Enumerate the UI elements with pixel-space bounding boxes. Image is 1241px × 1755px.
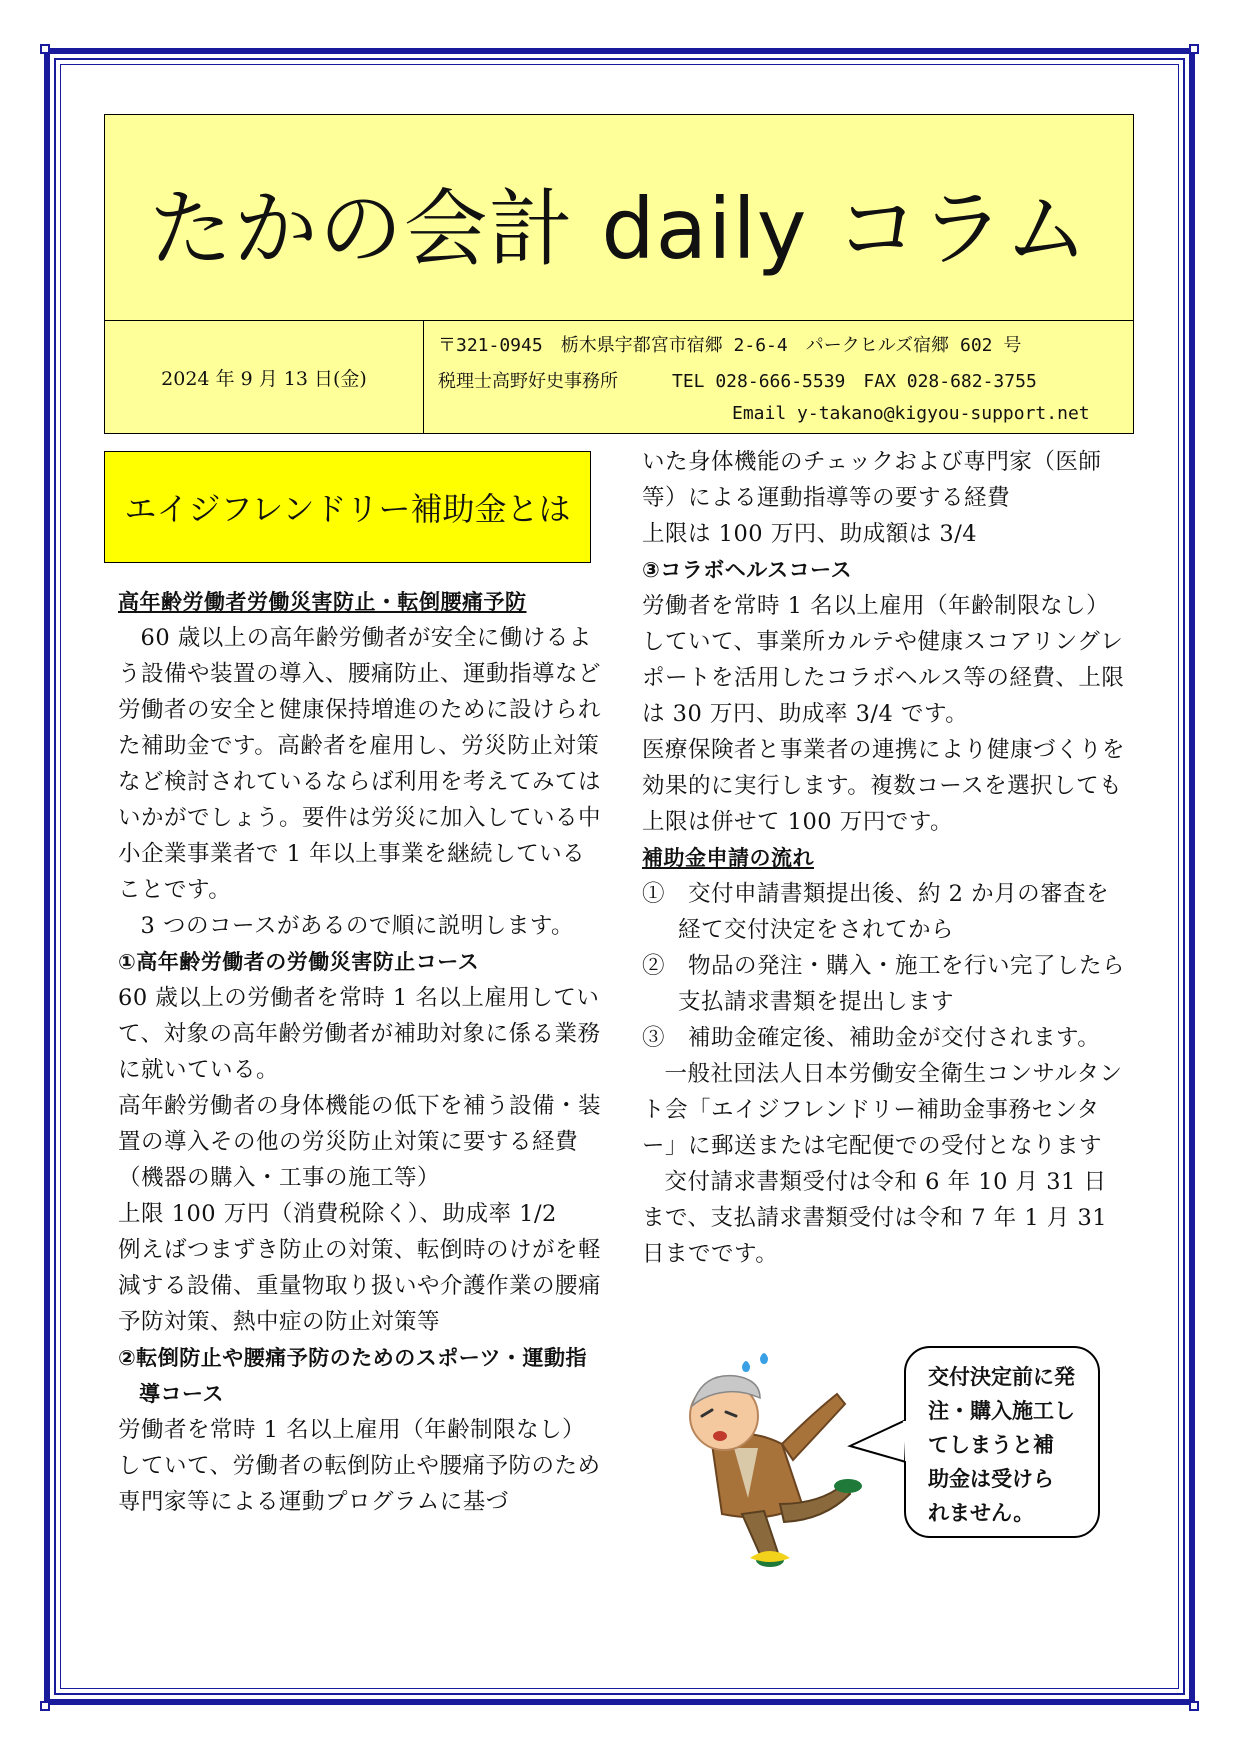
border-corner-top-right [1189,44,1199,54]
flow-step-3: ③ 補助金確定後、補助金が交付されます。 [642,1025,1101,1051]
bubble-line: 助金は受けら [928,1467,1054,1491]
flow-step-1: ① 交付申請書類提出後、約 2 か月の審査を経て交付決定をされてから [642,881,1110,943]
office-tel-fax: 税理士高野好史事務所 TEL 028-666-5539 FAX 028-682-3755 [438,371,1037,392]
issue-date: 2024 年 9 月 13 日(金) [161,367,367,390]
course-2-heading: ②転倒防止や腰痛予防のためのスポーツ・運動指導コース [118,1346,587,1406]
title-box [105,115,1133,321]
course-2-eligibility: 労働者を常時 1 名以上雇用（年齢制限なし）していて、労働者の転倒防止や腰痛予防のため専門家等による運動プログラムに基づ [118,1417,601,1515]
article-right-column [642,444,1126,1272]
application-flow-heading: 補助金申請の流れ [642,846,814,870]
border-corner-top-left [40,44,50,54]
speech-bubble [904,1346,1100,1538]
course-intro: 3 つのコースがあるので順に説明します。 [140,913,575,939]
course-3-note: 医療保険者と事業者の連携により健康づくりを効果的に実行します。複数コースを選択しても上限は併せて 100 万円です。 [642,737,1126,835]
slipping-elderly-man-illustration [672,1344,862,1574]
submission-info: 一般社団法人日本労働安全衛生コンサルタント会「エイジフレンドリー補助金事務センター」に郵送または宅配便での受付となります [642,1061,1123,1159]
article-left-column [118,584,604,1520]
border-corner-bottom-left [40,1701,50,1711]
section-heading: 高年齢労働者労働災害防止・転倒腰痛予防 [118,590,527,614]
border-corner-bottom-right [1189,1701,1199,1711]
course-2-limit: 上限は 100 万円、助成額は 3/4 [642,521,978,547]
course-1-limit: 上限 100 万円（消費税除く）、助成率 1/2 [118,1201,557,1227]
course-1-eligibility: 60 歳以上の労働者を常時 1 名以上雇用していて、対象の高年齢労働者が補助対象に係る業務に就いている。 [118,985,601,1083]
bubble-line: てしまうと補 [928,1433,1054,1457]
office-address: 〒321-0945 栃木県宇都宮市宿郷 2-6-4 パークヒルズ宿郷 602 号 [438,335,1022,356]
course-1-heading: ①高年齢労働者の労働災害防止コース [118,950,480,974]
intro-paragraph: 60 歳以上の高年齢労働者が安全に働けるよう設備や装置の導入、腰痛防止、運動指導など労働者の安全と健康保持増進のために設けられた補助金です。高齢者を雇用し、労災防止対策など検討されているならば利用を考えてみてはいかがでしょう。要件は労災に加入している中小企業事業者で 1 年以上事業を継続していることです。 [118,625,602,903]
bubble-line: 注・購入施工し [928,1399,1075,1423]
bubble-line: れません。 [928,1501,1035,1525]
date-cell [105,321,424,433]
contact-cell [424,321,1133,433]
course-2-continued: いた身体機能のチェックおよび専門家（医師等）による運動指導等の要する経費 [642,449,1102,511]
course-1-examples: 例えばつまずき防止の対策、転倒時のけがを軽減する設備、重量物取り扱いや介護作業の腰痛予防対策、熱中症の防止対策等 [118,1237,602,1335]
subject-box [104,451,591,563]
newsletter-header [104,114,1134,434]
flow-step-2: ② 物品の発注・購入・施工を行い完了したら支払請求書類を提出します [642,953,1126,1015]
course-1-expenses: 高年齢労働者の身体機能の低下を補う設備・装置の導入その他の労災防止対策に要する経費（機器の購入・工事の施工等） [118,1093,602,1191]
newsletter-title: たかの会計 daily コラム [148,180,1090,278]
bubble-line: 交付決定前に発 [928,1365,1075,1389]
course-3-heading: ③コラボヘルスコース [642,558,853,582]
course-3-eligibility: 労働者を常時 1 名以上雇用（年齢制限なし）していて、事業所カルテや健康スコアリングレポートを活用したコラボヘルス等の経費、上限は 30 万円、助成率 3/4 です。 [642,593,1125,727]
deadline-info: 交付請求書類受付は令和 6 年 10 月 31 日まで、支払請求書類受付は令和 7 年 1 月 31 日までです。 [642,1169,1108,1267]
article-subject: エイジフレンドリー補助金とは [124,490,571,528]
office-email: Email y-takano@kigyou-support.net [732,403,1090,424]
